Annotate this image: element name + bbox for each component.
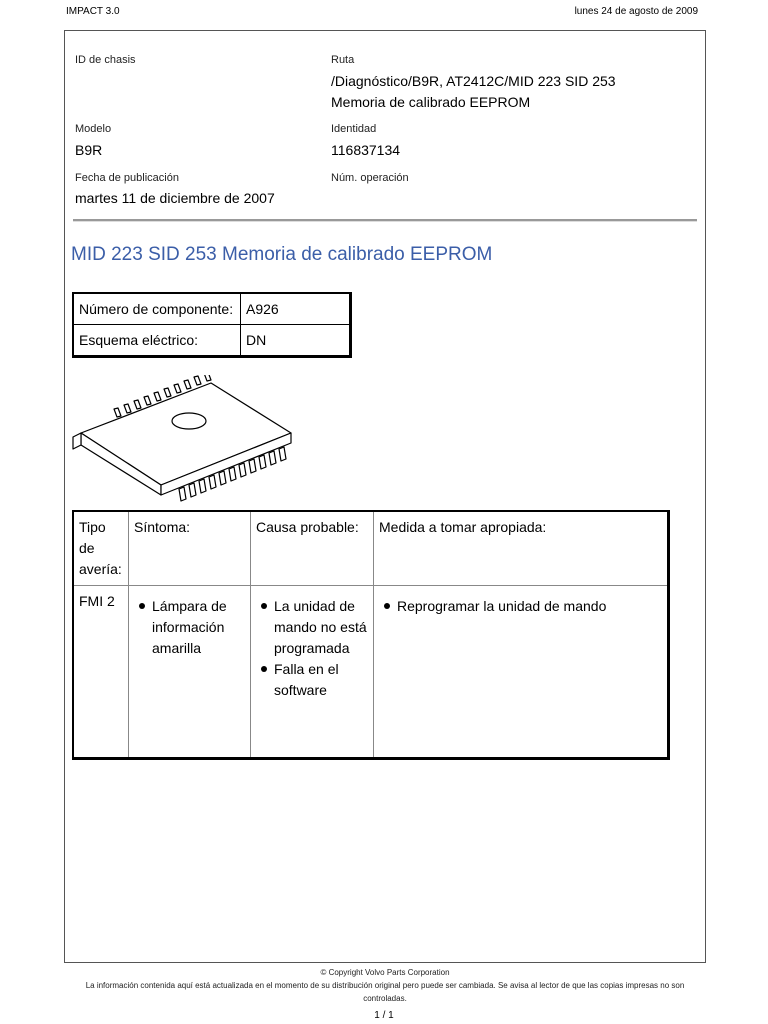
route-value-1: /Diagnóstico/B9R, AT2412C/MID 223 SID 253 — [331, 73, 616, 89]
eeprom-chip-illustration — [69, 375, 299, 503]
fault-type-value: FMI 2 — [73, 586, 129, 759]
list-item: La unidad de mando no está programada — [274, 596, 368, 659]
component-table — [72, 292, 352, 358]
list-item: Lámpara de información amarilla — [152, 596, 245, 659]
symptom-cell — [129, 586, 251, 759]
list-item: Falla en el software — [274, 659, 368, 701]
route-value-2: Memoria de calibrado EEPROM — [331, 94, 531, 110]
document-frame — [64, 30, 706, 963]
pubdate-value: martes 11 de diciembre de 2007 — [75, 190, 275, 206]
action-cell — [374, 586, 669, 759]
print-date: lunes 24 de agosto de 2009 — [574, 6, 698, 17]
cause-cell — [251, 586, 374, 759]
col-cause: Causa probable: — [251, 511, 374, 586]
table-row — [73, 586, 669, 759]
footer — [64, 966, 706, 1005]
page-title: MID 223 SID 253 Memoria de calibrado EEPROM — [71, 244, 493, 265]
fault-table-header — [73, 511, 669, 586]
app-name: IMPACT 3.0 — [66, 6, 120, 17]
wiring-diagram-label: Esquema eléctrico: — [73, 325, 241, 357]
route-label: Ruta — [331, 54, 355, 66]
copyright-text: © Copyright Volvo Parts Corporation — [320, 968, 450, 977]
chassis-label: ID de chasis — [75, 54, 136, 66]
col-symptom: Síntoma: — [129, 511, 251, 586]
identity-label: Identidad — [331, 123, 377, 135]
table-row — [73, 325, 351, 357]
pubdate-label: Fecha de publicación — [75, 172, 179, 184]
model-label: Modelo — [75, 123, 112, 135]
col-fault-type: Tipo de avería: — [73, 511, 129, 586]
separator — [73, 219, 697, 222]
wiring-diagram-value: DN — [241, 325, 351, 357]
list-item: Reprogramar la unidad de mando — [397, 596, 662, 617]
model-value: B9R — [75, 142, 103, 158]
component-number-value: A926 — [241, 293, 351, 325]
component-number-label: Número de componente: — [73, 293, 241, 325]
table-row — [73, 293, 351, 325]
page-number: 1 / 1 — [374, 1010, 394, 1021]
col-action: Medida a tomar apropiada: — [374, 511, 669, 586]
fault-table — [72, 510, 670, 760]
identity-value: 116837134 — [331, 142, 401, 158]
opnum-label: Núm. operación — [331, 172, 409, 184]
disclaimer-text: La información contenida aquí está actualizada en el momento de su distribución original pero puede ser cambiada. Se avisa al lector de que las copias impresas no son controladas. — [85, 981, 685, 1003]
